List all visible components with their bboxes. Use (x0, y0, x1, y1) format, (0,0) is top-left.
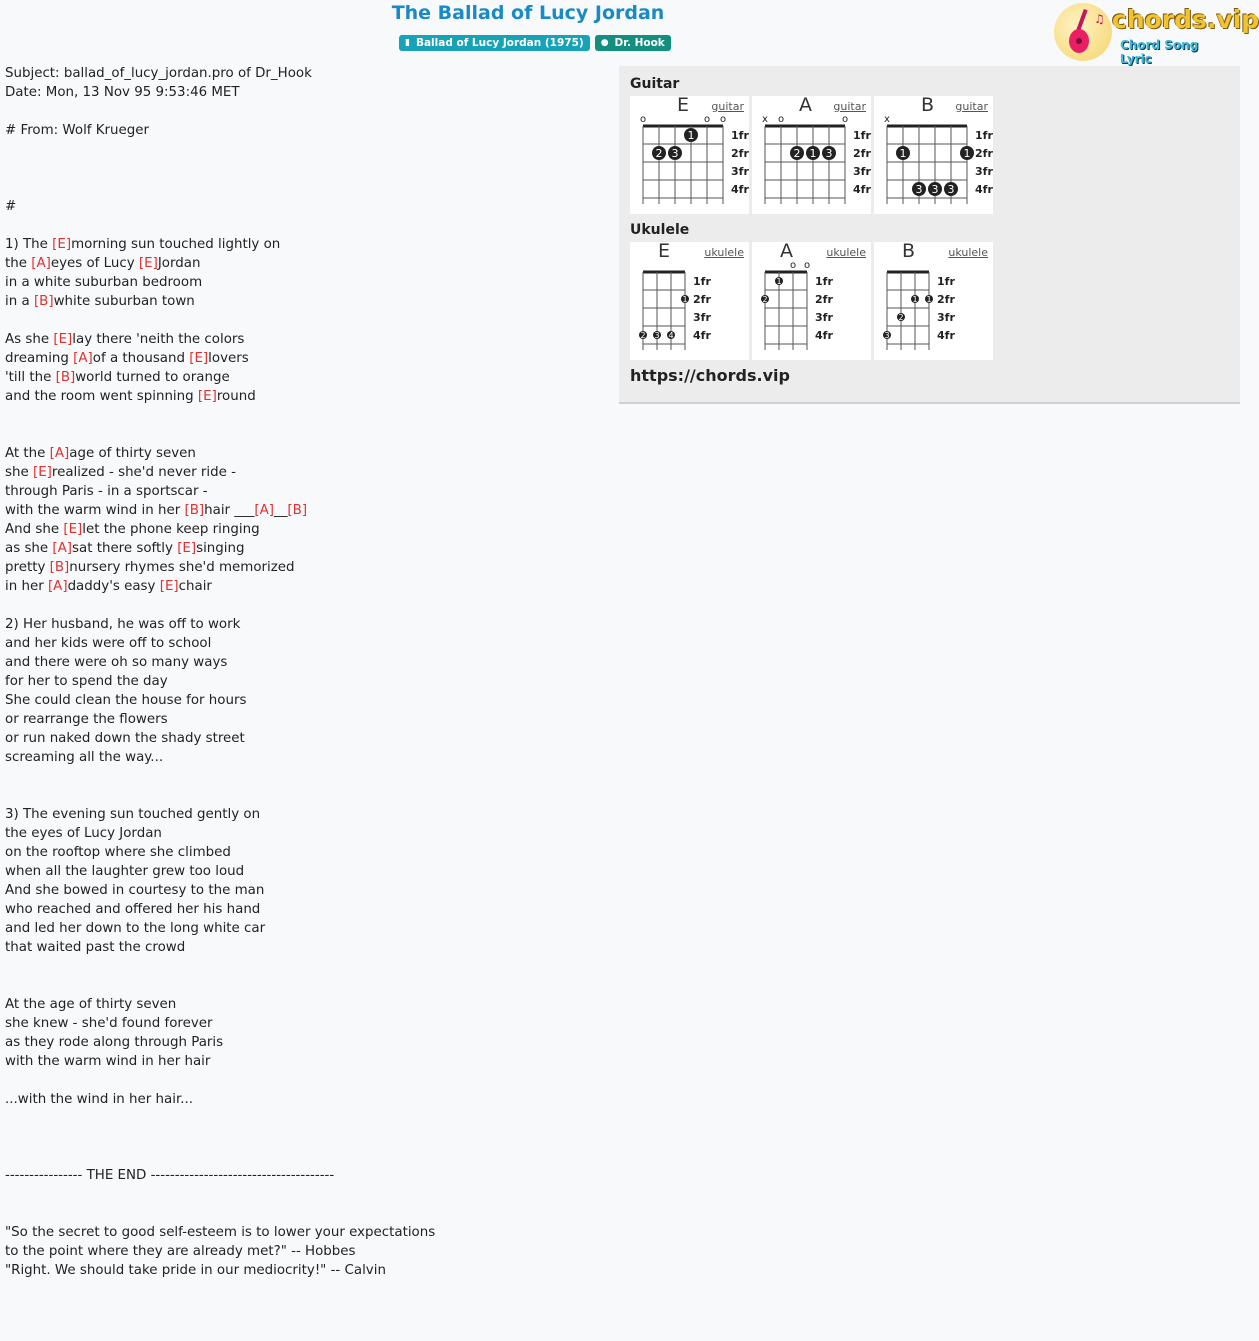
lyric-text: ---------------- THE END -------------------------------------- (5, 1168, 335, 1183)
lyric-text: She could clean the house for hours (5, 693, 247, 708)
lyric-text: 3) The evening sun touched gently on (5, 807, 261, 822)
lyric-line (5, 425, 435, 444)
chord-name: A (799, 94, 812, 116)
lyric-text: realized - she'd never ride - (51, 465, 236, 480)
fret-label: 4fr (937, 329, 955, 342)
finger-dot (761, 295, 769, 304)
lyric-text: white suburban town (53, 294, 195, 309)
open-string-mark: o (789, 260, 797, 271)
lyric-text: through Paris - in a sportscar - (5, 484, 208, 499)
svg-text:1: 1 (899, 147, 907, 160)
lyric-line (5, 121, 435, 140)
lyric-text: for her to spend the day (5, 674, 168, 689)
svg-text:2: 2 (898, 313, 904, 322)
lyric-text: in a (5, 294, 34, 309)
instrument-link[interactable]: ukulele (948, 246, 988, 259)
chord-link[interactable]: [E] (63, 522, 83, 537)
fret-label: 4fr (693, 329, 711, 342)
muted-string-mark: x (884, 114, 890, 125)
fret-label: 3fr (731, 165, 749, 178)
lyric-text: pretty (5, 560, 50, 575)
fret-label: 3fr (853, 165, 871, 178)
svg-text:2: 2 (762, 295, 768, 304)
svg-text:4: 4 (668, 331, 674, 340)
lyric-line (5, 558, 435, 577)
lyric-text: And she (5, 522, 64, 537)
lyric-text: eyes of Lucy (50, 256, 139, 271)
lyric-text: # (5, 199, 17, 214)
lyric-text: with the warm wind in her hair (5, 1054, 211, 1069)
svg-text:3: 3 (947, 183, 955, 196)
guitar-section-label: Guitar (630, 76, 680, 92)
chord-link[interactable]: [E] (32, 465, 52, 480)
lyric-line (5, 976, 435, 995)
chord-link[interactable]: [B] (55, 370, 76, 385)
lyric-text: hair ___ (204, 503, 255, 518)
chord-link[interactable]: [B] (287, 503, 308, 518)
lyric-text: who reached and offered her his hand (5, 902, 261, 917)
lyric-text: 1) The (5, 237, 53, 252)
lyric-text: in her (5, 579, 48, 594)
finger-dot (684, 128, 698, 142)
open-string-mark: o (841, 114, 849, 125)
svg-text:1: 1 (912, 295, 918, 304)
lyric-text: lay there 'neith the colors (72, 332, 245, 347)
chord-link[interactable]: [A] (31, 256, 51, 271)
lyric-line (5, 577, 435, 596)
badge-row (399, 35, 671, 51)
finger-dot (667, 331, 675, 340)
lyric-line (5, 482, 435, 501)
fret-label: 1fr (975, 129, 993, 142)
lyric-text: and her kids were off to school (5, 636, 212, 651)
instrument-link[interactable]: guitar (711, 100, 744, 113)
finger-dot (960, 146, 974, 160)
lyric-line (5, 1128, 435, 1147)
lyric-line (5, 311, 435, 330)
lyric-text: 'till the (5, 370, 56, 385)
lyric-line (5, 64, 435, 83)
finger-dot (897, 313, 905, 322)
svg-text:3: 3 (931, 183, 939, 196)
finger-dot (925, 295, 933, 304)
finger-dot (912, 182, 926, 196)
lyric-line (5, 387, 435, 406)
chord-link[interactable]: [B] (49, 560, 70, 575)
lyric-text: daddy's easy (67, 579, 160, 594)
lyric-text: "So the secret to good self-esteem is to lower your expectations (5, 1225, 436, 1240)
lyric-text: As she (5, 332, 54, 347)
lyric-line (5, 1014, 435, 1033)
lyric-text: age of thirty seven (69, 446, 196, 461)
fret-label: 1fr (693, 275, 711, 288)
lyric-line (5, 1071, 435, 1090)
svg-text:♫: ♫ (1094, 12, 1105, 26)
fret-label: 2fr (731, 147, 749, 160)
chord-diagram (752, 242, 871, 360)
chord-name: B (921, 94, 935, 116)
finger-dot (775, 277, 783, 286)
lyric-text: 2) Her husband, he was off to work (5, 617, 241, 632)
lyric-text: or rearrange the flowers (5, 712, 168, 727)
fret-label: 2fr (815, 293, 833, 306)
lyric-text: to the point where they are already met?" -- Hobbes (5, 1244, 356, 1259)
lyric-line (5, 197, 435, 216)
ukulele-chord-A[interactable] (752, 242, 871, 360)
svg-text:1: 1 (682, 295, 688, 304)
chord-link[interactable]: [A] (49, 446, 70, 461)
lyric-line (5, 330, 435, 349)
logo-text: chords.vip (1112, 5, 1259, 34)
lyric-line (5, 938, 435, 957)
lyric-line (5, 406, 435, 425)
lyric-line (5, 1204, 435, 1223)
lyric-text: of a thousand (92, 351, 190, 366)
site-logo[interactable] (1054, 3, 1259, 66)
lyric-text: # From: Wolf Krueger (5, 123, 150, 138)
finger-dot (944, 182, 958, 196)
lyric-line (5, 292, 435, 311)
chord-link[interactable]: [B] (184, 503, 205, 518)
lyric-line (5, 140, 435, 159)
svg-text:1: 1 (776, 277, 782, 286)
lyric-line (5, 634, 435, 653)
lyric-line (5, 1166, 435, 1185)
album-badge-label: Ballad of Lucy Jordan (1975) (415, 37, 584, 49)
chord-link[interactable]: [A] (47, 579, 68, 594)
finger-dot (653, 331, 661, 340)
lyric-text: as she (5, 541, 53, 556)
lyric-line (5, 653, 435, 672)
lyric-line (5, 748, 435, 767)
lyric-line (5, 691, 435, 710)
finger-dot (790, 146, 804, 160)
lyric-text: sat there softly (72, 541, 178, 556)
lyric-line (5, 1242, 435, 1261)
user-icon: ● (600, 38, 609, 48)
lyric-line (5, 710, 435, 729)
chord-link[interactable]: [E] (53, 332, 73, 347)
fret-label: 1fr (815, 275, 833, 288)
ukulele-chord-E[interactable] (630, 242, 749, 360)
chord-link[interactable]: [B] (33, 294, 54, 309)
chord-diagram (630, 96, 749, 214)
finger-dot (681, 295, 689, 304)
artist-badge[interactable] (595, 35, 671, 51)
lyric-line (5, 1109, 435, 1128)
lyric-text: At the (5, 446, 50, 461)
lyric-line (5, 235, 435, 254)
lyric-text: singing (196, 541, 245, 556)
lyric-line (5, 349, 435, 368)
song-title: The Ballad of Lucy Jordan (391, 2, 665, 24)
lyric-line (5, 102, 435, 121)
fret-label: 2fr (853, 147, 871, 160)
lyric-line (5, 1090, 435, 1109)
lyric-text: dreaming (5, 351, 74, 366)
chord-link[interactable]: [E] (189, 351, 209, 366)
guitar-chord-E[interactable] (630, 96, 749, 214)
fret-label: 3fr (693, 311, 711, 324)
lyric-text: ...with the wind in her hair... (5, 1092, 193, 1107)
chord-link[interactable]: [A] (73, 351, 93, 366)
svg-text:3: 3 (884, 331, 890, 340)
lyric-line (5, 444, 435, 463)
lyric-text: the (5, 256, 32, 271)
guitar-chord-B[interactable] (874, 96, 993, 214)
lyric-line (5, 1033, 435, 1052)
fret-label: 4fr (853, 183, 871, 196)
svg-text:3: 3 (825, 147, 833, 160)
chord-name: E (658, 240, 671, 262)
chord-name: B (902, 240, 916, 262)
fret-label: 3fr (975, 165, 993, 178)
fret-label: 2fr (975, 147, 993, 160)
open-string-mark: o (777, 114, 785, 125)
lyric-text: Subject: ballad_of_lucy_jordan.pro of Dr_Hook (5, 66, 312, 81)
lyric-line (5, 615, 435, 634)
chord-diagram (874, 242, 993, 360)
finger-dot (652, 146, 666, 160)
finger-dot (668, 146, 682, 160)
lyric-text: lovers (208, 351, 249, 366)
lyric-line (5, 368, 435, 387)
finger-dot (896, 146, 910, 160)
fret-label: 4fr (731, 183, 749, 196)
lyric-line (5, 729, 435, 748)
fret-label: 1fr (937, 275, 955, 288)
chord-name: E (677, 94, 690, 116)
guitar-logo-icon (1054, 3, 1112, 61)
site-url[interactable]: https://chords.vip (630, 366, 790, 385)
lyric-text: Date: Mon, 13 Nov 95 9:53:46 MET (5, 85, 240, 100)
lyric-text: morning sun touched lightly on (71, 237, 281, 252)
chord-link[interactable]: [A] (254, 503, 275, 518)
lyric-text: round (216, 389, 256, 404)
open-string-mark: o (719, 114, 727, 125)
lyric-line (5, 786, 435, 805)
lyric-text: or run naked down the shady street (5, 731, 245, 746)
lyric-line (5, 843, 435, 862)
open-string-mark: o (639, 114, 647, 125)
lyric-line (5, 995, 435, 1014)
lyric-line (5, 520, 435, 539)
lyric-text: that waited past the crowd (5, 940, 186, 955)
lyric-line (5, 881, 435, 900)
chord-link[interactable]: [E] (52, 237, 72, 252)
lyric-text: And she bowed in courtesy to the man (5, 883, 265, 898)
instrument-link[interactable]: guitar (955, 100, 988, 113)
instrument-link[interactable]: ukulele (826, 246, 866, 259)
svg-text:1: 1 (963, 147, 971, 160)
svg-text:3: 3 (915, 183, 923, 196)
chord-panel (619, 66, 1240, 404)
lyric-text: and there were oh so many ways (5, 655, 228, 670)
lyric-line (5, 805, 435, 824)
fret-label: 4fr (975, 183, 993, 196)
lyric-text: in a white suburban bedroom (5, 275, 203, 290)
chord-link[interactable]: [E] (138, 256, 158, 271)
lyric-text: "Right. We should take pride in our mediocrity!" -- Calvin (5, 1263, 386, 1278)
ukulele-section-label: Ukulele (630, 222, 690, 238)
lyric-line (5, 539, 435, 558)
artist-badge-label: Dr. Hook (614, 37, 665, 49)
lyric-text: and led her down to the long white car (5, 921, 266, 936)
lyric-line (5, 919, 435, 938)
svg-text:2: 2 (793, 147, 801, 160)
fret-label: 2fr (937, 293, 955, 306)
finger-dot (806, 146, 820, 160)
finger-dot (911, 295, 919, 304)
lyric-line (5, 824, 435, 843)
muted-string-mark: x (762, 114, 768, 125)
lyric-text: screaming all the way... (5, 750, 164, 765)
svg-text:1: 1 (926, 295, 932, 304)
lyric-text: she (5, 465, 33, 480)
fret-label: 1fr (853, 129, 871, 142)
lyric-line (5, 672, 435, 691)
lyric-line (5, 862, 435, 881)
open-string-mark: o (803, 260, 811, 271)
svg-text:1: 1 (687, 129, 695, 142)
svg-text:2: 2 (640, 331, 646, 340)
lyric-text: world turned to orange (75, 370, 230, 385)
instrument-link[interactable]: guitar (833, 100, 866, 113)
lyrics-body (5, 64, 435, 1280)
lyric-text: chair (178, 579, 212, 594)
chord-name: A (780, 240, 793, 262)
album-badge[interactable] (399, 35, 590, 51)
lyric-text: she knew - she'd found forever (5, 1016, 213, 1031)
svg-text:3: 3 (671, 147, 679, 160)
lyric-text: At the age of thirty seven (5, 997, 177, 1012)
lyric-line (5, 1223, 435, 1242)
chord-link[interactable]: [E] (177, 541, 197, 556)
finger-dot (639, 331, 647, 340)
lyric-line (5, 957, 435, 976)
lyric-line (5, 159, 435, 178)
guitar-chord-A[interactable] (752, 96, 871, 214)
svg-text:2: 2 (655, 147, 663, 160)
lyric-text: Jordan (157, 256, 201, 271)
lyric-text: on the rooftop where she climbed (5, 845, 231, 860)
lyric-line (5, 1185, 435, 1204)
chord-link[interactable]: [E] (197, 389, 217, 404)
lyric-line (5, 900, 435, 919)
fret-label: 3fr (937, 311, 955, 324)
lyric-line (5, 273, 435, 292)
lyric-line (5, 216, 435, 235)
lyric-text: and the room went spinning (5, 389, 198, 404)
fret-label: 3fr (815, 311, 833, 324)
lyric-text: with the warm wind in her (5, 503, 185, 518)
lyric-line (5, 1147, 435, 1166)
lyric-line (5, 463, 435, 482)
lyric-line (5, 501, 435, 520)
chord-diagram (630, 242, 749, 360)
fret-label: 2fr (693, 293, 711, 306)
chord-link[interactable]: [E] (159, 579, 179, 594)
lyric-text: the eyes of Lucy Jordan (5, 826, 162, 841)
lyric-text: as they rode along through Paris (5, 1035, 224, 1050)
lyric-line (5, 254, 435, 273)
lyric-line (5, 178, 435, 197)
lyric-text: __ (274, 503, 288, 518)
open-string-mark: o (703, 114, 711, 125)
lyric-text: nursery rhymes she'd memorized (69, 560, 295, 575)
ukulele-chord-B[interactable] (874, 242, 993, 360)
lyric-text: when all the laughter grew too loud (5, 864, 245, 879)
lyric-line (5, 83, 435, 102)
book-icon: ▮ (405, 38, 410, 48)
lyric-text: let the phone keep ringing (82, 522, 260, 537)
svg-text:1: 1 (809, 147, 817, 160)
finger-dot (928, 182, 942, 196)
logo-subtitle: Chord Song Lyric (1120, 38, 1199, 66)
fret-label: 4fr (815, 329, 833, 342)
lyric-line (5, 1261, 435, 1280)
lyric-line (5, 596, 435, 615)
fret-label: 1fr (731, 129, 749, 142)
instrument-link[interactable]: ukulele (704, 246, 744, 259)
lyric-line (5, 1052, 435, 1071)
finger-dot (883, 331, 891, 340)
lyric-line (5, 767, 435, 786)
chord-link[interactable]: [A] (52, 541, 73, 556)
finger-dot (822, 146, 836, 160)
svg-text:3: 3 (654, 331, 660, 340)
